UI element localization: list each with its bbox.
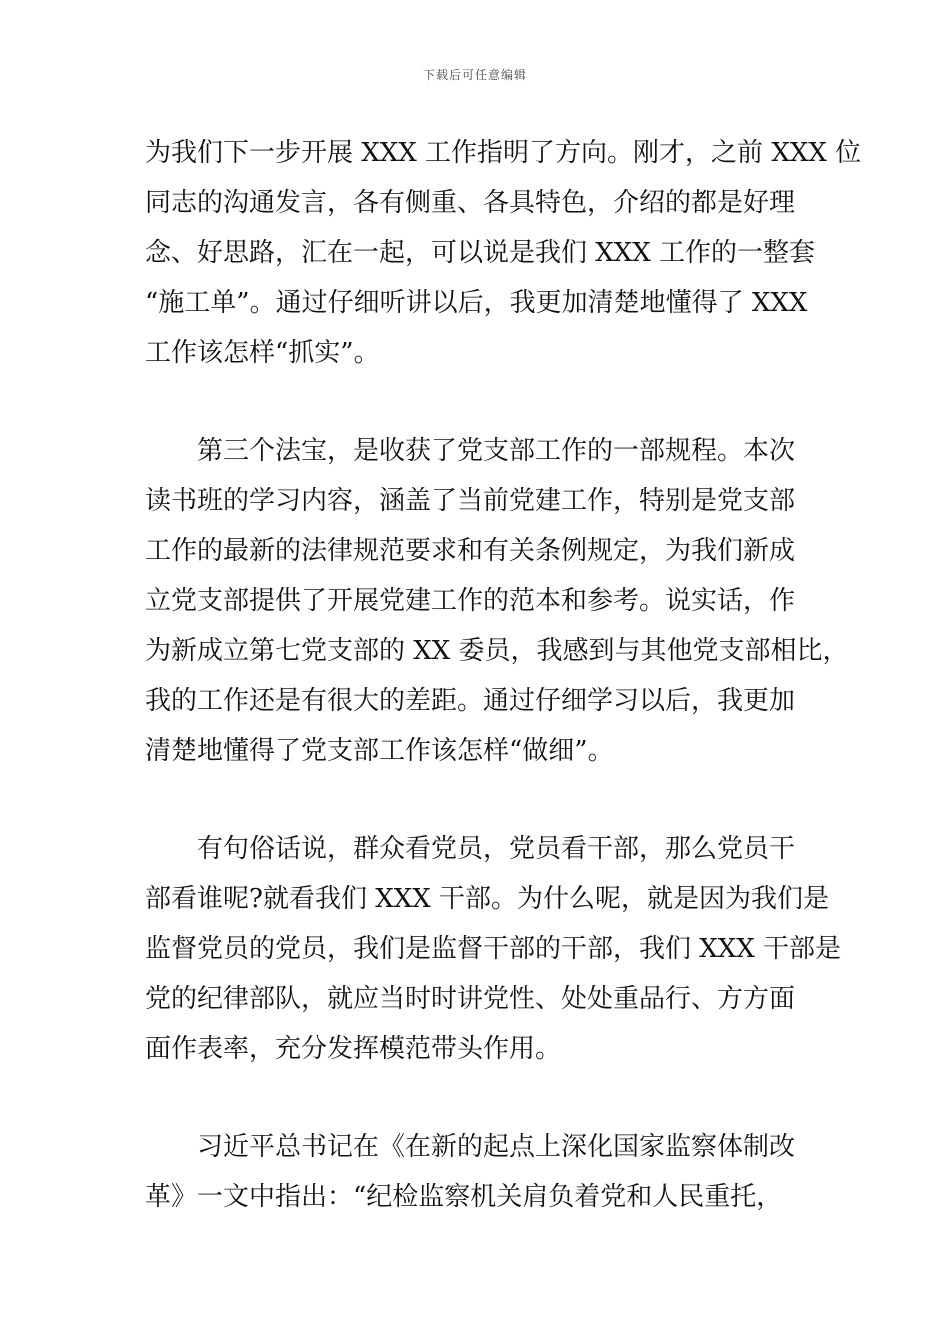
text-line: “施工单”。通过仔细听讲以后，我更加清楚地懂得了 XXX xyxy=(145,288,808,318)
text-line: 我的工作还是有很大的差距。通过仔细学习以后，我更加 xyxy=(145,686,796,716)
text-line: 清楚地懂得了党支部工作该怎样“做细”。 xyxy=(145,736,614,766)
paragraph-1 xyxy=(145,128,862,378)
text-line: 党的纪律部队，就应当时时讲党性、处处重品行、方方面 xyxy=(145,984,796,1014)
paragraph-2 xyxy=(145,426,849,776)
text-line: 监督党员的党员，我们是监督干部的干部，我们 XXX 干部是 xyxy=(145,934,842,964)
text-line: 为新成立第七党支部的 XX 委员，我感到与其他党支部相比， xyxy=(145,636,849,666)
text-line: 第三个法宝，是收获了党支部工作的一部规程。本次 xyxy=(197,436,796,466)
document-body xyxy=(145,128,862,1270)
text-line: 面作表率，充分发挥模范带头作用。 xyxy=(145,1034,562,1064)
text-line: 为我们下一步开展 XXX 工作指明了方向。刚才，之前 XXX 位 xyxy=(145,138,862,168)
text-line: 工作的最新的法律规范要求和有关条例规定，为我们新成 xyxy=(145,536,796,566)
text-line: 部看谁呢?就看我们 XXX 干部。为什么呢，就是因为我们是 xyxy=(145,884,829,914)
text-line: 工作该怎样“抓实”。 xyxy=(145,338,380,368)
text-line: 习近平总书记在《在新的起点上深化国家监察体制改 xyxy=(197,1132,796,1162)
paragraph-4 xyxy=(145,1122,825,1222)
text-line: 立党支部提供了开展党建工作的范本和参考。说实话，作 xyxy=(145,586,796,616)
text-line: 有句俗话说，群众看党员，党员看干部，那么党员干 xyxy=(197,834,796,864)
page-header: 下载后可任意编辑 xyxy=(422,68,527,82)
text-line: 同志的沟通发言，各有侧重、各具特色，介绍的都是好理 xyxy=(145,188,796,218)
paragraph-3 xyxy=(145,824,842,1074)
text-line: 念、好思路，汇在一起，可以说是我们 XXX 工作的一整套 xyxy=(145,238,816,268)
text-line: 读书班的学习内容，涵盖了当前党建工作，特别是党支部 xyxy=(145,486,796,516)
text-line: 革》一文中指出：“纪检监察机关肩负着党和人民重托， xyxy=(145,1182,783,1212)
